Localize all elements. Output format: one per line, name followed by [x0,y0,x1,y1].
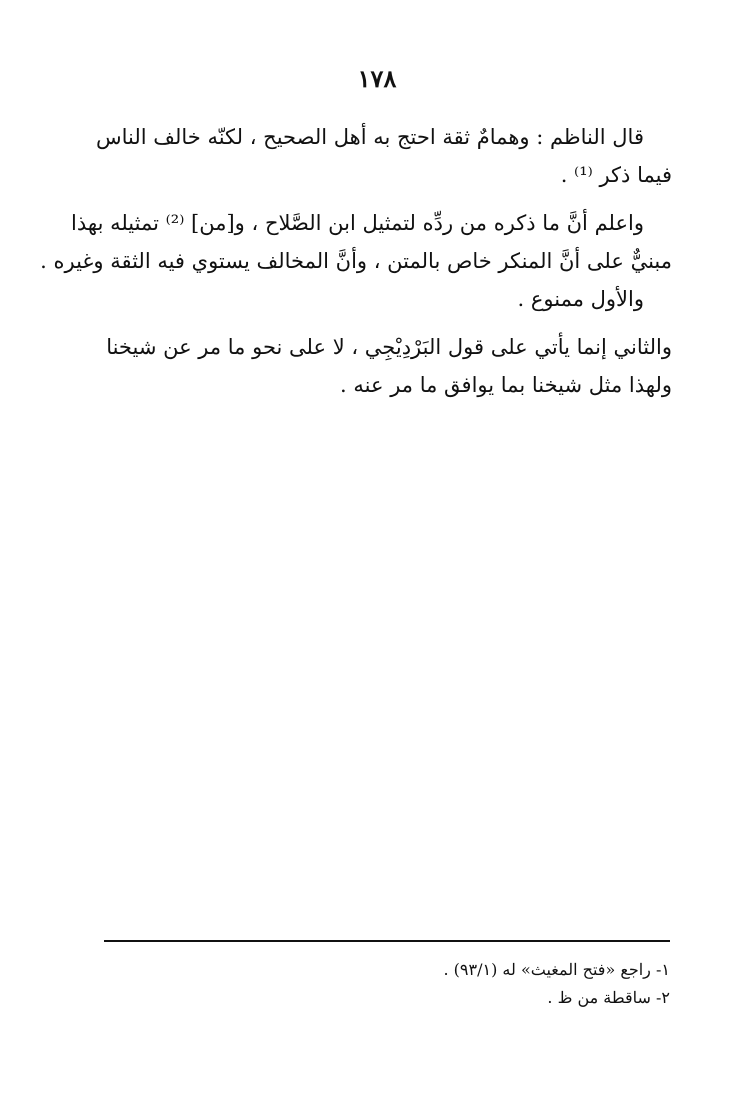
paragraph-3 [100,328,672,404]
text-line: فيما ذكر ⁽¹⁾ . [560,163,672,187]
page-number: ١٧٨ [357,64,397,93]
text-line: قال الناظم : وهمامٌ ثقة احتج به أهل الصحيح ، لكنّه خالف الناس [95,125,644,149]
text-line: والأول ممنوع . [517,287,644,311]
footnote-divider [104,940,670,942]
paragraph-1 [95,118,672,194]
text-line: ولهذا مثل شيخنا بما يوافق ما مر عنه . [340,373,672,397]
text-line: والثاني إنما يأتي على قول البَرْدِيْجِي ، لا على نحو ما مر عن شيخنا [106,335,672,359]
footnote-2: ٢- ساقطة من ظ . [547,988,670,1007]
paragraph-2 [40,204,672,318]
footnotes [104,956,670,1012]
text-line: مبنيٌّ على أنَّ المنكر خاص بالمتن ، وأنَّ المخالف يستوي فيه الثقة وغيره . [40,249,672,273]
footnote-1: ١- راجع «فتح المغيث» له (٩٣/١) . [443,960,670,979]
text-line: واعلم أنَّ ما ذكره من ردِّه لتمثيل ابن الصَّلاح ، و[من] ⁽²⁾ تمثيله بهذا [71,211,644,235]
main-text [40,118,672,414]
